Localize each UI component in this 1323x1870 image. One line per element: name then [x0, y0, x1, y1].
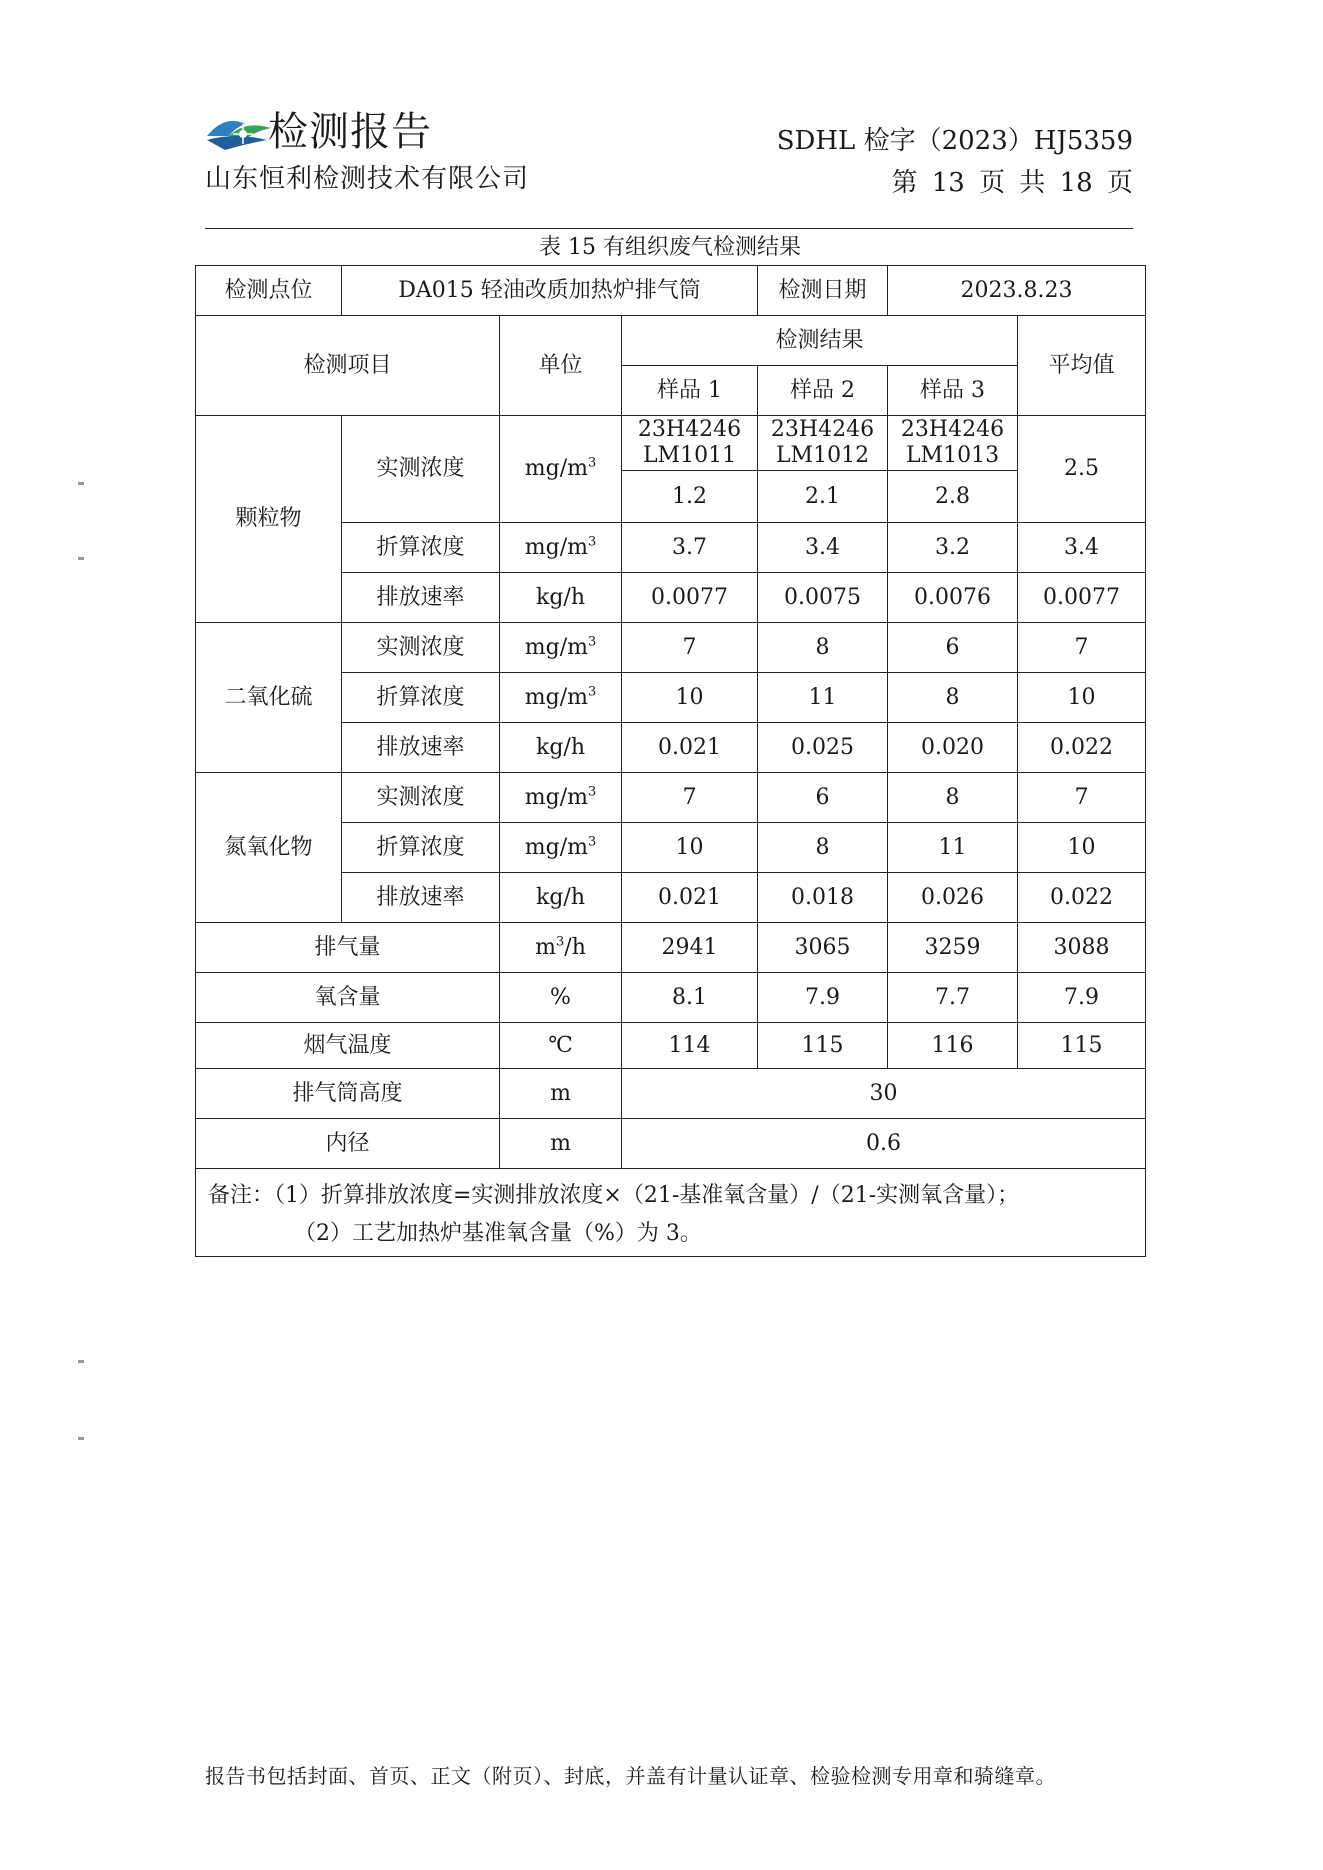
param-cell: 排气量	[196, 923, 500, 973]
table-row	[196, 1119, 1146, 1169]
scan-mark	[78, 1437, 84, 1440]
param-cell: 排放速率	[342, 723, 500, 773]
value-cell: 7	[622, 773, 758, 823]
unit-cell: $mg/m^3$	[500, 773, 622, 823]
date-label: 检测日期	[758, 266, 888, 316]
unit-cell: kg/h	[500, 723, 622, 773]
unit-cell: kg/h	[500, 873, 622, 923]
unit-cell: m	[500, 1119, 622, 1169]
table-row	[196, 973, 1146, 1023]
avg-cell: 0.0077	[1018, 573, 1146, 623]
sample-id-cell: 23H4246 LM1012	[758, 416, 888, 471]
value-cell: 8	[888, 673, 1018, 723]
value-cell: 8	[758, 823, 888, 873]
unit-cell: $mg/m^3$	[500, 673, 622, 723]
location-label: 检测点位	[196, 266, 342, 316]
table-row	[196, 773, 1146, 823]
notes-cell	[196, 1169, 1146, 1257]
unit-cell: m	[500, 1069, 622, 1119]
sample-header-2: 样品 2	[758, 366, 888, 416]
value-cell: 0.021	[622, 873, 758, 923]
unit-cell: $mg/m^3$	[500, 823, 622, 873]
avg-cell: 115	[1018, 1023, 1146, 1069]
sample-id-cell: 23H4246 LM1013	[888, 416, 1018, 471]
group-name: 氮氧化物	[196, 773, 342, 923]
value-cell: 7.7	[888, 973, 1018, 1023]
report-number: SDHL 检字（2023）HJ5359	[776, 126, 1133, 156]
value-cell: 6	[758, 773, 888, 823]
logo-title: 检测报告	[268, 109, 432, 155]
unit-cell: $m^3/h$	[500, 923, 622, 973]
group-name: 二氧化硫	[196, 623, 342, 773]
table-caption: 表 15 有组织废气检测结果	[539, 235, 801, 260]
value-cell: 0.018	[758, 873, 888, 923]
param-cell: 排气筒高度	[196, 1069, 500, 1119]
result-header: 检测结果	[622, 316, 1018, 366]
value-cell: 10	[622, 673, 758, 723]
page-info: 第 13 页 共 18 页	[891, 168, 1133, 198]
value-cell: 3.7	[622, 523, 758, 573]
value-cell: 30	[622, 1069, 1146, 1119]
table-row	[196, 266, 1146, 316]
avg-cell: 10	[1018, 673, 1146, 723]
value-cell: 116	[888, 1023, 1018, 1069]
location-value: DA015 轻油改质加热炉排气筒	[342, 266, 758, 316]
param-cell: 内径	[196, 1119, 500, 1169]
avg-cell: 7	[1018, 623, 1146, 673]
unit-cell: kg/h	[500, 573, 622, 623]
item-header: 检测项目	[196, 316, 500, 416]
sample-header-1: 样品 1	[622, 366, 758, 416]
value-cell: 1.2	[622, 471, 758, 523]
footer-note: 报告书包括封面、首页、正文（附页）、封底，并盖有计量认证章、检验检测专用章和骑缝章。	[205, 1764, 1056, 1788]
avg-cell: 10	[1018, 823, 1146, 873]
avg-cell: 3.4	[1018, 523, 1146, 573]
value-cell: 10	[622, 823, 758, 873]
unit-cell: $mg/m^3$	[500, 623, 622, 673]
value-cell: 0.025	[758, 723, 888, 773]
value-cell: 7	[622, 623, 758, 673]
logo-icon	[205, 110, 275, 156]
unit-header: 单位	[500, 316, 622, 416]
avg-cell: 7.9	[1018, 973, 1146, 1023]
note-line-1: 备注：（1）折算排放浓度=实测排放浓度×（21-基准氧含量）/（21-实测氧含量）；	[208, 1183, 1020, 1208]
avg-cell: 0.022	[1018, 723, 1146, 773]
value-cell: 0.0075	[758, 573, 888, 623]
company-logo	[205, 110, 275, 156]
avg-cell: 7	[1018, 773, 1146, 823]
param-cell: 实测浓度	[342, 623, 500, 673]
value-cell: 0.021	[622, 723, 758, 773]
value-cell: 3.4	[758, 523, 888, 573]
value-cell: 7.9	[758, 973, 888, 1023]
value-cell: 8	[758, 623, 888, 673]
value-cell: 0.6	[622, 1119, 1146, 1169]
table-row	[196, 1069, 1146, 1119]
param-cell: 实测浓度	[342, 773, 500, 823]
group-name: 颗粒物	[196, 416, 342, 623]
table-row	[196, 1023, 1146, 1069]
unit-cell: $mg/m^3$	[500, 416, 622, 523]
avg-header: 平均值	[1018, 316, 1146, 416]
value-cell: 3259	[888, 923, 1018, 973]
value-cell: 3065	[758, 923, 888, 973]
value-cell: 2.8	[888, 471, 1018, 523]
value-cell: 8	[888, 773, 1018, 823]
value-cell: 6	[888, 623, 1018, 673]
sample-id-cell: 23H4246 LM1011	[622, 416, 758, 471]
value-cell: 2941	[622, 923, 758, 973]
unit-cell: %	[500, 973, 622, 1023]
unit-cell: $mg/m^3$	[500, 523, 622, 573]
scan-mark	[78, 482, 84, 485]
avg-cell: 2.5	[1018, 416, 1146, 523]
results-table	[195, 265, 1146, 1257]
param-cell: 排放速率	[342, 873, 500, 923]
value-cell: 115	[758, 1023, 888, 1069]
param-cell: 排放速率	[342, 573, 500, 623]
avg-cell: 0.022	[1018, 873, 1146, 923]
value-cell: 0.020	[888, 723, 1018, 773]
param-cell: 实测浓度	[342, 416, 500, 523]
header-divider	[205, 228, 1133, 229]
company-name: 山东恒利检测技术有限公司	[205, 164, 530, 194]
table-row	[196, 1169, 1146, 1257]
param-cell: 折算浓度	[342, 823, 500, 873]
param-cell: 氧含量	[196, 973, 500, 1023]
value-cell: 0.026	[888, 873, 1018, 923]
table-row	[196, 623, 1146, 673]
scan-mark	[78, 557, 84, 560]
unit-cell: ℃	[500, 1023, 622, 1069]
value-cell: 8.1	[622, 973, 758, 1023]
param-cell: 折算浓度	[342, 523, 500, 573]
value-cell: 3.2	[888, 523, 1018, 573]
value-cell: 2.1	[758, 471, 888, 523]
table-row	[196, 923, 1146, 973]
table-row	[196, 416, 1146, 471]
value-cell: 0.0077	[622, 573, 758, 623]
table-row	[196, 316, 1146, 366]
date-value: 2023.8.23	[888, 266, 1146, 316]
param-cell: 烟气温度	[196, 1023, 500, 1069]
sample-header-3: 样品 3	[888, 366, 1018, 416]
param-cell: 折算浓度	[342, 673, 500, 723]
scan-mark	[78, 1360, 84, 1363]
value-cell: 114	[622, 1023, 758, 1069]
value-cell: 11	[888, 823, 1018, 873]
note-line-2: （2）工艺加热炉基准氧含量（%）为 3。	[294, 1221, 702, 1246]
avg-cell: 3088	[1018, 923, 1146, 973]
value-cell: 0.0076	[888, 573, 1018, 623]
value-cell: 11	[758, 673, 888, 723]
